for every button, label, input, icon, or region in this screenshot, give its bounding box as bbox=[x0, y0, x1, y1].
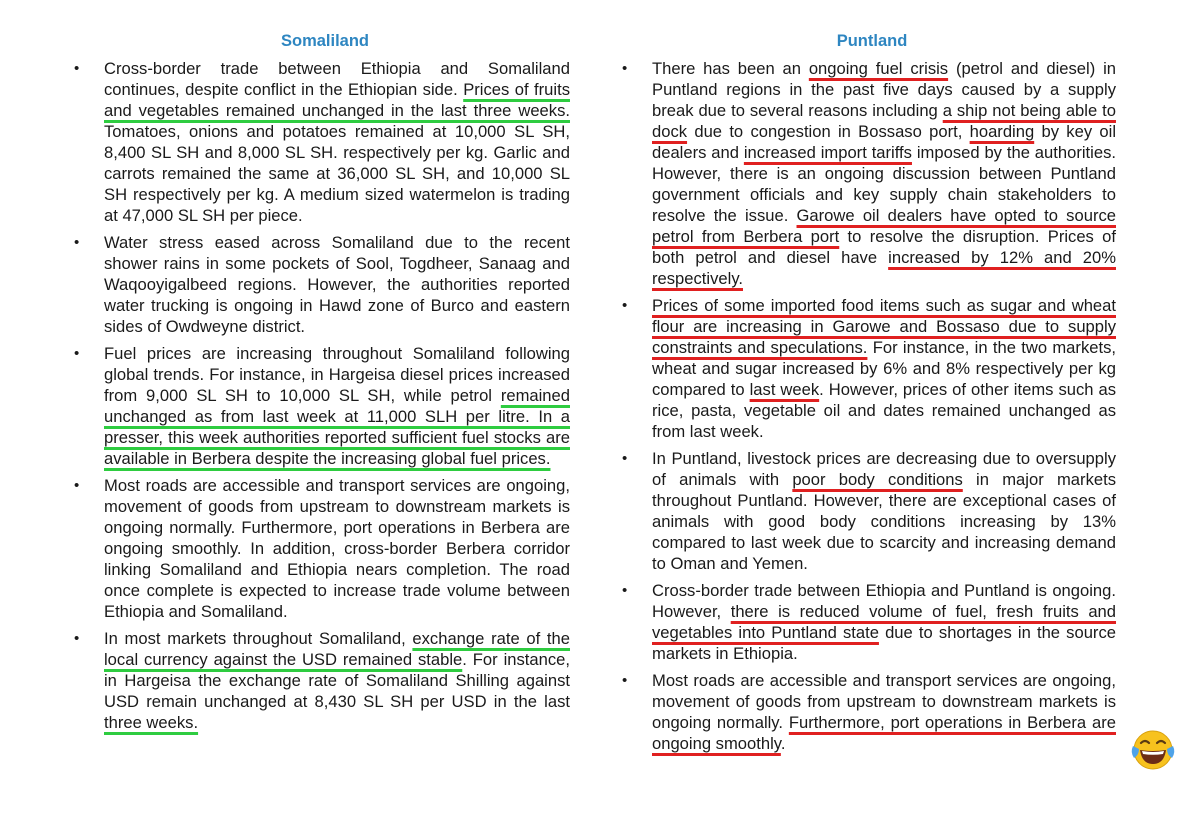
bullet-item bbox=[72, 628, 570, 733]
underlined-text: Garowe oil dealers have opted to source petrol from Berbera port bbox=[652, 206, 1116, 246]
bullet-item bbox=[620, 580, 1116, 664]
bullet-item bbox=[72, 475, 570, 622]
body-text: imposed by the authorities. However, there is an ongoing discussion between Puntland government officials and key supply chain stakeholders to resolve the issue. bbox=[652, 143, 1116, 225]
somaliland-bullet-list bbox=[72, 58, 570, 733]
body-text: In most markets throughout Somaliland, bbox=[104, 629, 413, 648]
puntland-column bbox=[620, 30, 1116, 760]
bullet-dot-icon: • bbox=[622, 450, 628, 467]
body-text: . bbox=[780, 734, 786, 753]
body-text: (petrol and diesel) in Puntland regions in the past five days caused by a supply break due to several reasons including bbox=[652, 59, 1116, 120]
bullet-dot-icon: • bbox=[622, 297, 628, 314]
bullet-dot-icon: • bbox=[622, 60, 628, 77]
underlined-text: poor body conditions bbox=[792, 470, 963, 489]
bullet-dot-icon: • bbox=[74, 345, 80, 362]
underlined-text: exchange rate of the local currency against the USD remained stable bbox=[104, 629, 570, 669]
underlined-text: increased import tariffs bbox=[743, 143, 912, 162]
body-text: In Puntland, livestock prices are decreasing due to oversupply of animals with bbox=[652, 449, 1116, 489]
body-text: . For instance, in Hargeisa the exchange rate of Somaliland Shilling against USD remain unchanged at 8,430 SL SH per USD in the last bbox=[104, 650, 570, 711]
underlined-text: increased by 12% and 20% respectively. bbox=[652, 248, 1116, 288]
body-text: There has been an bbox=[652, 59, 809, 78]
body-text: Fuel prices are increasing throughout Somaliland following global trends. For instance, in Hargeisa diesel prices increased from 9,000 SL SH to 10,000 SL SH, while petrol bbox=[104, 344, 570, 405]
underlined-text: hoarding bbox=[969, 122, 1035, 141]
puntland-heading: Puntland bbox=[836, 32, 908, 50]
bullet-dot-icon: • bbox=[622, 672, 628, 689]
underlined-text: there is reduced volume of fuel, fresh fruits and vegetables into Puntland state bbox=[652, 602, 1117, 642]
somaliland-heading: Somaliland bbox=[280, 32, 370, 50]
underlined-text: Prices of some imported food items such as sugar and wheat flour are increasing in Garowe and Bossaso due to supply constraints and speculations. bbox=[652, 296, 1116, 357]
body-text: Tomatoes, onions and potatoes remained at 10,000 SL SH, 8,400 SL SH and 8,000 SL SH. respectively per kg. Garlic and carrots remained the same at 36,000 SL SH, and 10,000 SL SH respectively per kg. A medium sized watermelon is trading at 47,000 SL SH per piece. bbox=[104, 122, 570, 225]
somaliland-column bbox=[72, 30, 570, 739]
underlined-text: ongoing fuel crisis bbox=[808, 59, 949, 78]
bullet-dot-icon: • bbox=[622, 582, 628, 599]
body-text: For instance, in the two markets, wheat and sugar increased by 6% and 8% respectively per kg compared to bbox=[652, 338, 1116, 399]
bullet-dot-icon: • bbox=[74, 630, 80, 647]
underlined-text: three weeks. bbox=[104, 713, 199, 732]
bullet-item bbox=[620, 448, 1116, 574]
body-text: Most roads are accessible and transport services are ongoing, movement of goods from upstream to downstream markets is ongoing normally. Furthermore, port operations in Berbera are ongoing smoothly. In addition, cross-border Berbera corridor linking Somaliland and Ethiopia nears completion. The road once complete is expected to increase trade volume between Ethiopia and Somaliland. bbox=[104, 476, 570, 621]
body-text: Cross-border trade between Ethiopia and Somaliland continues, despite conflict in the Ethiopian side. bbox=[104, 59, 570, 99]
bullet-item bbox=[620, 58, 1116, 289]
body-text: Most roads are accessible and transport services are ongoing, movement of goods from upstream to downstream markets is ongoing normally. bbox=[652, 671, 1116, 732]
body-text: . However, prices of other items such as rice, pasta, vegetable oil and dates remained unchanged as from last week. bbox=[652, 380, 1117, 441]
bullet-dot-icon: • bbox=[74, 234, 80, 251]
body-text: Cross-border trade between Ethiopia and Puntland is ongoing. However, bbox=[652, 581, 1116, 621]
underlined-text: Furthermore, port operations in Berbera are ongoing smoothly bbox=[652, 713, 1116, 753]
bullet-dot-icon: • bbox=[74, 477, 80, 494]
underlined-text: Prices of fruits and vegetables remained unchanged in the last three weeks. bbox=[104, 80, 570, 120]
puntland-bullet-list bbox=[620, 58, 1116, 754]
bullet-item bbox=[72, 58, 570, 226]
underlined-text: remained unchanged as from last week at 11,000 SLH per litre. In a presser, this week authorities reported sufficient fuel stocks are available in Berbera despite the increasing global fuel prices. bbox=[104, 386, 570, 468]
body-text: by key oil dealers and bbox=[652, 122, 1117, 162]
body-text: due to congestion in Bossaso port, bbox=[687, 122, 970, 141]
body-text: in major markets throughout Puntland. However, there are exceptional cases of animals with good body conditions increasing by 13% compared to last week due to scarcity and increasing demand to Oman and Yemen. bbox=[652, 470, 1116, 573]
bullet-item bbox=[620, 670, 1116, 754]
underlined-text: a ship not being able to dock bbox=[652, 101, 1116, 141]
bullet-item bbox=[620, 295, 1116, 442]
laughing-emoji-icon bbox=[1130, 728, 1176, 774]
underlined-text: last week bbox=[749, 380, 820, 399]
bullet-item bbox=[72, 232, 570, 337]
body-text: due to shortages in the source markets in Ethiopia. bbox=[652, 623, 1116, 663]
body-text: to resolve the disruption. Prices of both petrol and diesel have bbox=[652, 227, 1116, 267]
bullet-item bbox=[72, 343, 570, 469]
body-text: Water stress eased across Somaliland due to the recent shower rains in some pockets of Sool, Togdheer, Sanaag and Waqooyigalbeed regions. However, the authorities reported water trucking is ongoing in Hawd zone of Burco and eastern sides of Owdweyne district. bbox=[104, 233, 570, 336]
bullet-dot-icon: • bbox=[74, 60, 80, 77]
